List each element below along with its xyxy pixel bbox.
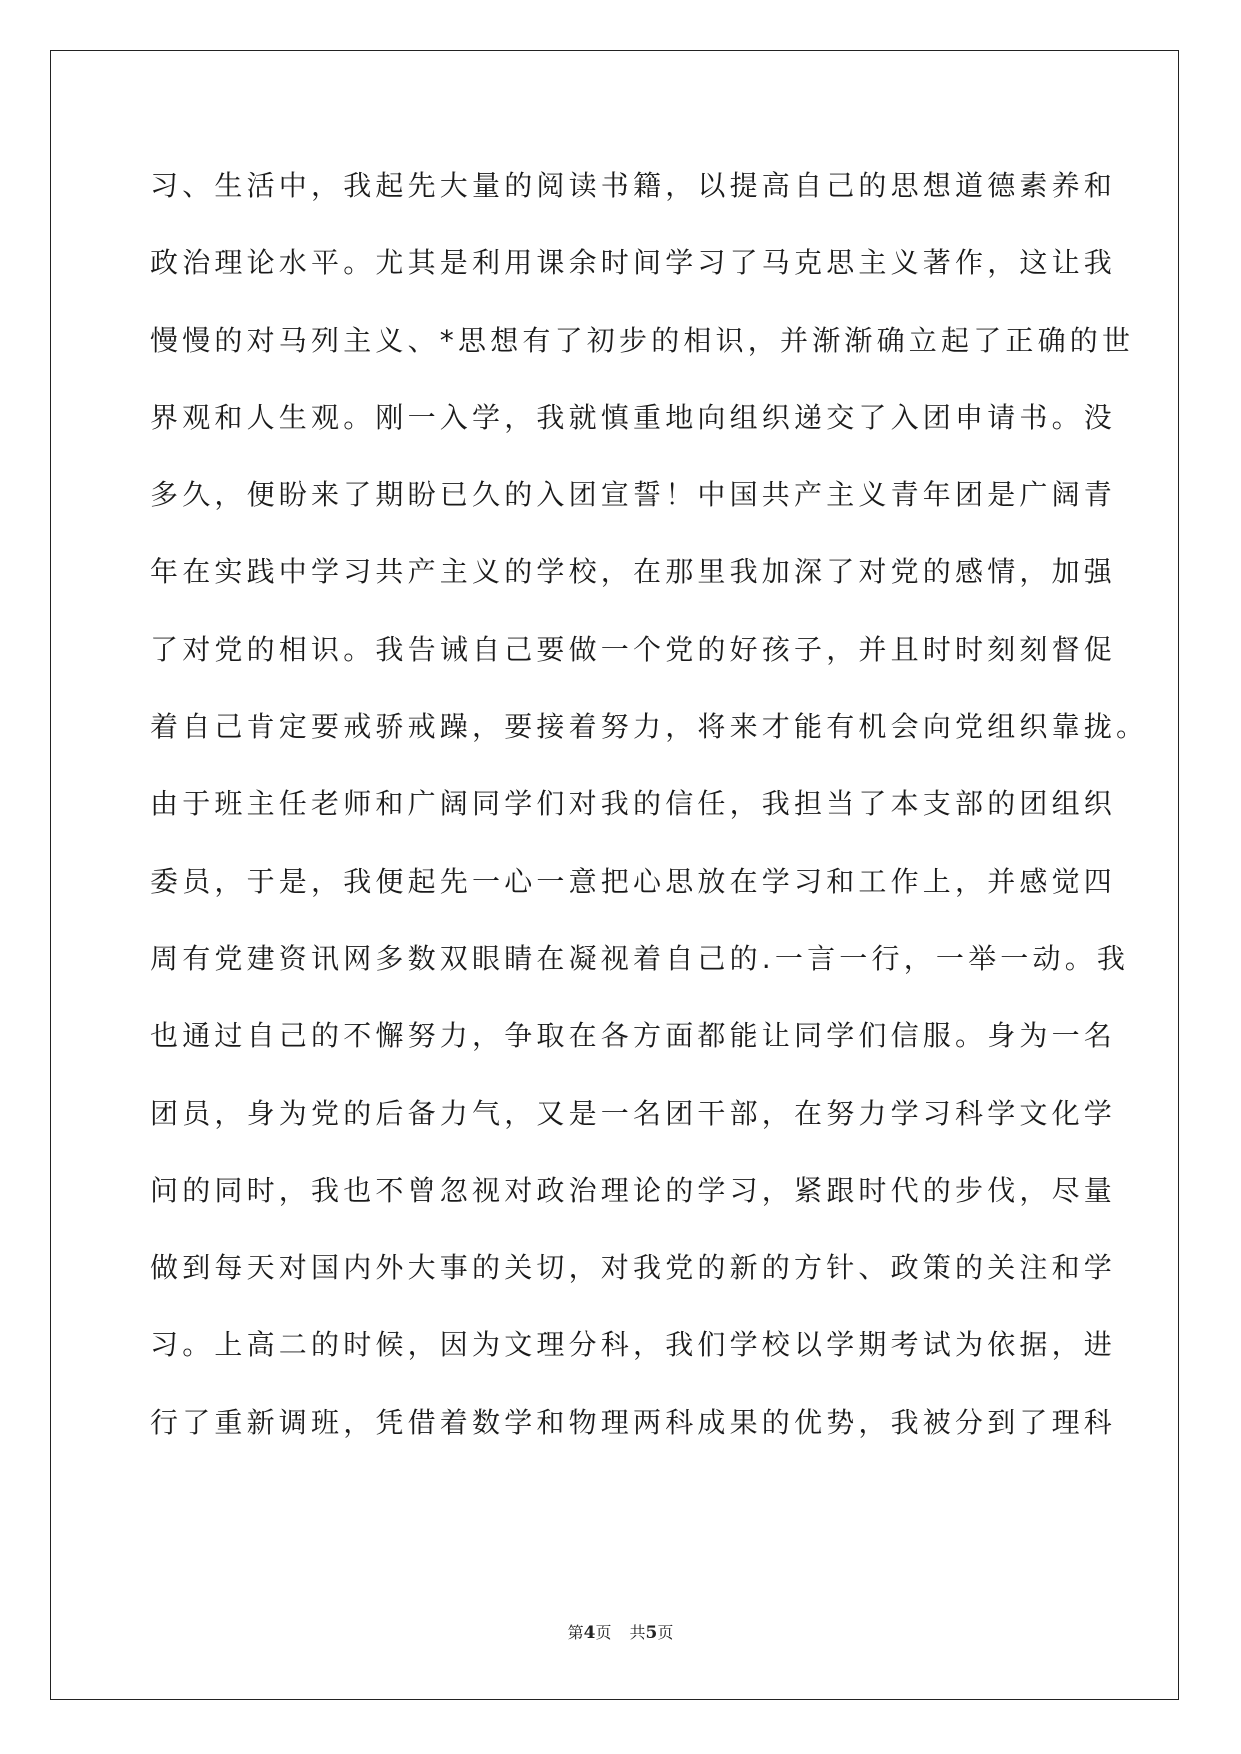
- text-line: 年在实践中学习共产主义的学校，在那里我加深了对党的感情，加强: [150, 555, 1117, 589]
- text-line: 政治理论水平。尤其是利用课余时间学习了马克思主义著作，这让我: [150, 246, 1117, 280]
- text-line: 习。上高二的时候，因为文理分科，我们学校以学期考试为依据，进: [150, 1328, 1117, 1362]
- text-line: 多久，便盼来了期盼已久的入团宣誓！中国共产主义青年团是广阔青: [150, 478, 1117, 512]
- text-line: 周有党建资讯网多数双眼睛在凝视着自己的.一言一行，一举一动。我: [150, 941, 1130, 975]
- text-line: 行了重新调班，凭借着数学和物理两科成果的优势，我被分到了理科: [150, 1405, 1117, 1439]
- text-line: 界观和人生观。刚一入学，我就慎重地向组织递交了入团申请书。没: [150, 400, 1117, 434]
- total-page-count: 5: [645, 1623, 658, 1643]
- text-line: 由于班主任老师和广阔同学们对我的信任，我担当了本支部的团组织: [150, 787, 1117, 821]
- text-line: 习、生活中，我起先大量的阅读书籍，以提高自己的思想道德素养和: [150, 169, 1117, 202]
- text-line: 做到每天对国内外大事的关切，对我党的新的方针、政策的关注和学: [150, 1251, 1117, 1285]
- page-prefix: 第: [567, 1623, 584, 1642]
- text-line: 问的同时，我也不曾忽视对政治理论的学习，紧跟时代的步伐，尽量: [150, 1173, 1117, 1207]
- text-line: 慢慢的对马列主义、*思想有了初步的相识，并渐渐确立起了正确的世: [150, 323, 1135, 357]
- total-suffix: 页: [657, 1623, 674, 1642]
- current-page-number: 4: [583, 1623, 596, 1643]
- page-suffix: 页: [595, 1623, 612, 1642]
- text-line: 也通过自己的不懈努力，争取在各方面都能让同学们信服。身为一名: [150, 1019, 1117, 1053]
- text-line: 了对党的相识。我告诫自己要做一个党的好孩子，并且时时刻刻督促: [150, 632, 1117, 666]
- text-line: 着自己肯定要戒骄戒躁，要接着努力，将来才能有机会向党组织靠拢。: [150, 710, 1149, 744]
- text-line: 委员，于是，我便起先一心一意把心思放在学习和工作上，并感觉四: [150, 864, 1117, 898]
- text-line: 团员，身为党的后备力气，又是一名团干部，在努力学习科学文化学: [150, 1096, 1117, 1130]
- total-prefix: 共: [629, 1623, 646, 1642]
- page-footer: [0, 1620, 1241, 1643]
- document-body: [150, 160, 1149, 1474]
